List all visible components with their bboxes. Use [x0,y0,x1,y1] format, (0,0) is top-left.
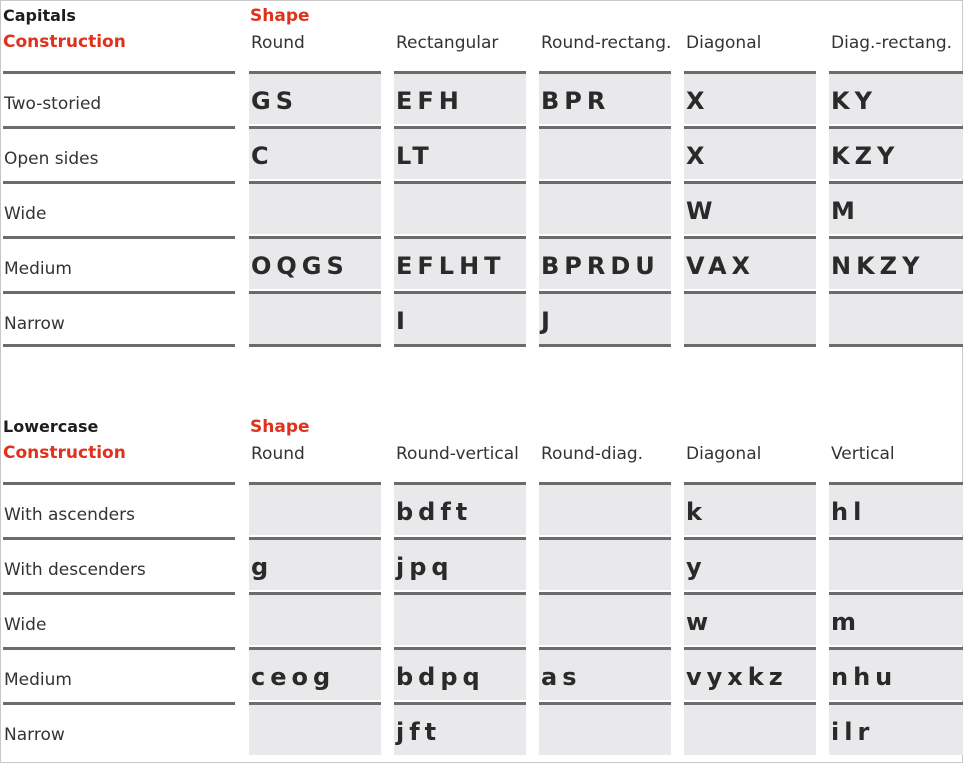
cell-letters: X [686,142,710,170]
table-bottom-rule [394,344,526,347]
table-cell [249,537,381,590]
cell-letters: J [541,307,555,335]
cell-letters: OQGS [251,252,349,280]
cell-letters: W [686,197,718,225]
table-cell [249,291,381,344]
cell-letters: LT [396,142,434,170]
row-label: Wide [3,181,235,232]
cell-letters: jpq [396,553,454,581]
cell-letters: bdft [396,498,473,526]
table-cell [539,71,671,124]
cell-letters: w [686,608,714,636]
lowercase-col-header-round: Round [251,444,305,464]
table-cell [829,71,963,124]
lowercase-construction-label: Construction [3,443,126,463]
table-cell [539,236,671,289]
table-cell [394,702,526,755]
cell-letters: m [831,608,862,636]
table-cell [249,647,381,700]
row-label: Narrow [3,291,235,342]
table-row [0,592,963,647]
row-label: With ascenders [3,482,235,533]
row-label: Medium [3,236,235,287]
capitals-col-header-rectangular: Rectangular [396,33,499,53]
table-cell [539,482,671,535]
table-cell [394,126,526,179]
cell-letters: VAX [686,252,756,280]
cell-letters: KZY [831,142,900,170]
table-cell [539,647,671,700]
table-cell [829,482,963,535]
table-cell [249,181,381,234]
table-row [0,181,963,236]
cell-letters: ilr [831,718,875,746]
table-cell [684,181,816,234]
cell-letters: bdpq [396,663,485,691]
table-cell [829,702,963,755]
cell-letters: as [541,663,582,691]
lowercase-col-header-vertical: Vertical [831,444,895,464]
table-cell [539,181,671,234]
table-cell [539,537,671,590]
table-cell [394,647,526,700]
table-cell [829,537,963,590]
capitals-col-header-round-rectang: Round-rectang. [541,33,672,53]
table-cell [394,71,526,124]
cell-letters: BPR [541,87,611,115]
lowercase-col-header-diagonal: Diagonal [686,444,762,464]
table-cell [684,291,816,344]
cell-letters: KY [831,87,877,115]
cell-letters: k [686,498,707,526]
table-cell [829,181,963,234]
table-cell [684,71,816,124]
cell-letters: vyxkz [686,663,788,691]
table-cell [394,181,526,234]
table-cell [394,291,526,344]
lowercase-col-header-round-diag: Round-diag. [541,444,644,464]
cell-letters: BPRDU [541,252,660,280]
table-cell [539,291,671,344]
cell-letters: ceog [251,663,336,691]
cell-letters: GS [251,87,298,115]
table-row [0,291,963,346]
cell-letters: M [831,197,860,225]
row-label: With descenders [3,537,235,588]
cell-letters: EFLHT [396,252,506,280]
lowercase-shape-label: Shape [250,417,310,437]
cell-letters: y [686,553,707,581]
table-cell [539,592,671,645]
capitals-col-header-diag-rectang: Diag.-rectang. [831,33,953,53]
table-cell [684,236,816,289]
table-cell [684,647,816,700]
capitals-shape-label: Shape [250,6,310,26]
table-cell [684,592,816,645]
table-cell [249,126,381,179]
table-bottom-rule [829,344,963,347]
table-row [0,482,963,537]
row-label: Two-storied [3,71,235,122]
lowercase-col-header-round-vertical: Round-vertical [396,444,519,464]
table-row [0,702,963,757]
table-bottom-rule [684,344,816,347]
table-bottom-rule [539,344,671,347]
table-cell [539,702,671,755]
cell-letters: I [396,307,410,335]
lowercase-title: Lowercase [3,417,99,436]
table-row [0,236,963,291]
cell-letters: NKZY [831,252,925,280]
row-label: Open sides [3,126,235,177]
capitals-col-header-diagonal: Diagonal [686,33,762,53]
capitals-title: Capitals [3,6,76,25]
table-cell [394,592,526,645]
table-bottom-rule [249,344,381,347]
table-row [0,537,963,592]
table-cell [829,647,963,700]
capitals-construction-label: Construction [3,32,126,52]
table-cell [829,291,963,344]
table-cell [539,126,671,179]
table-cell [684,702,816,755]
capitals-col-header-round: Round [251,33,305,53]
table-row [0,126,963,181]
cell-letters: g [251,553,274,581]
table-cell [249,592,381,645]
table-cell [394,236,526,289]
table-cell [249,71,381,124]
table-bottom-rule [3,344,235,347]
cell-letters: C [251,142,274,170]
row-label: Narrow [3,702,235,753]
cell-letters: hl [831,498,867,526]
row-label: Medium [3,647,235,698]
table-cell [394,537,526,590]
table-row [0,647,963,702]
table-cell [829,236,963,289]
cell-letters: nhu [831,663,898,691]
table-cell [249,236,381,289]
cell-letters: EFH [396,87,464,115]
table-cell [249,702,381,755]
cell-letters: X [686,87,710,115]
table-cell [684,126,816,179]
table-cell [394,482,526,535]
table-cell [249,482,381,535]
table-cell [829,126,963,179]
row-label: Wide [3,592,235,643]
table-cell [684,537,816,590]
table-cell [684,482,816,535]
table-cell [829,592,963,645]
table-row [0,71,963,126]
cell-letters: jft [396,718,442,746]
